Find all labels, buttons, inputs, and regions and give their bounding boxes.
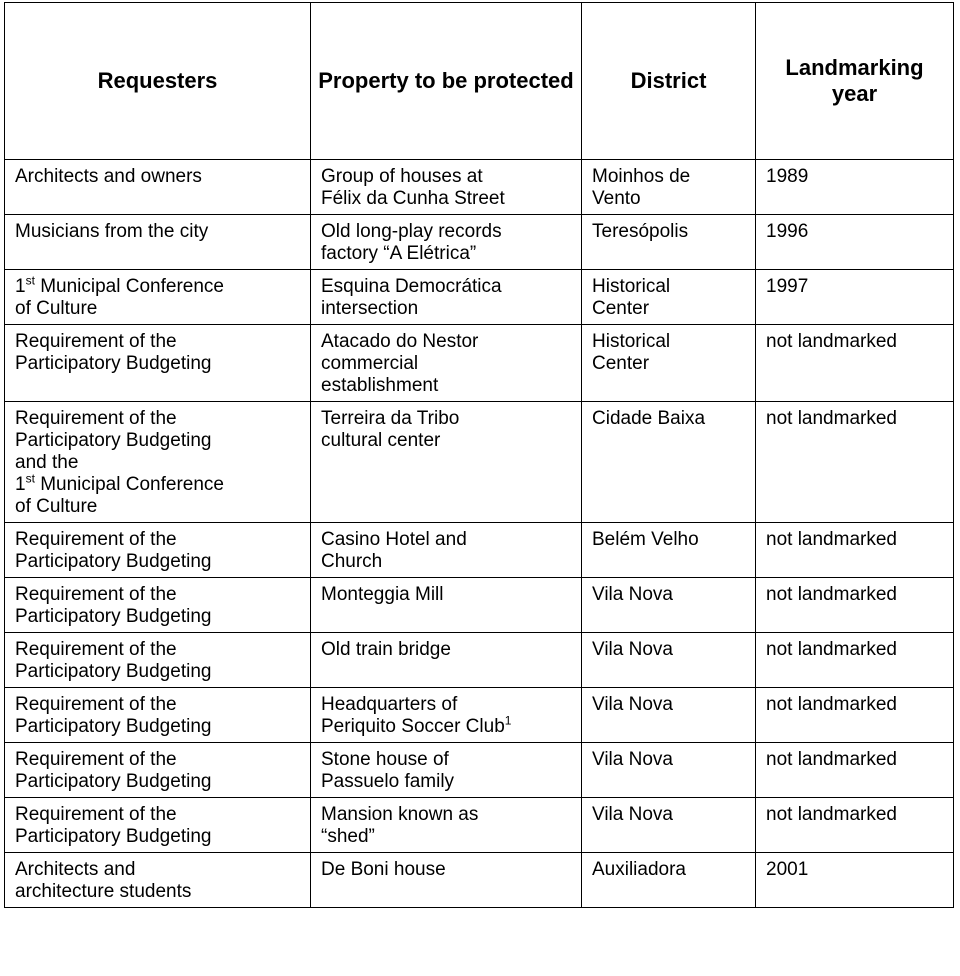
year-cell [756, 270, 954, 325]
cell-line: Participatory Budgeting [15, 661, 212, 682]
cell-line: De Boni house [321, 859, 446, 880]
cell-line: not landmarked [766, 331, 897, 352]
cell-line: not landmarked [766, 694, 897, 715]
superscript: st [25, 471, 35, 486]
requesters-cell [5, 160, 311, 215]
table-row [5, 160, 954, 215]
cell-line: 2001 [766, 859, 809, 880]
property-cell [311, 523, 582, 578]
property-cell [311, 325, 582, 402]
cell-text: Headquarters of [321, 694, 458, 715]
cell-line: Requirement of the [15, 694, 177, 715]
cell-line: Casino Hotel and [321, 529, 467, 550]
year-cell [756, 160, 954, 215]
cell-line: Requirement of the [15, 804, 177, 825]
cell-line: Vento [592, 188, 641, 209]
district-cell [582, 633, 756, 688]
cell-line: Musicians from the city [15, 221, 209, 242]
cell-line: Moinhos de [592, 166, 691, 187]
cell-line: 1997 [766, 276, 809, 297]
cell-line: 1996 [766, 221, 809, 242]
cell-line: Vila Nova [592, 749, 673, 770]
property-cell [311, 578, 582, 633]
landmarking-table [4, 2, 954, 908]
year-cell [756, 633, 954, 688]
cell-line: Vila Nova [592, 584, 673, 605]
year-cell [756, 688, 954, 743]
cell-text: of Culture [15, 496, 98, 517]
cell-line: not landmarked [766, 804, 897, 825]
header-row [5, 3, 954, 160]
table-row [5, 798, 954, 853]
requesters-cell [5, 270, 311, 325]
header-landmarking-year: Landmarking year [756, 3, 954, 160]
district-cell [582, 402, 756, 523]
property-cell [311, 633, 582, 688]
requesters-cell [5, 215, 311, 270]
property-cell [311, 270, 582, 325]
table-row [5, 688, 954, 743]
cell-line: architecture students [15, 881, 192, 902]
cell-line: Requirement of the [15, 749, 177, 770]
cell-line [15, 430, 300, 452]
table-row [5, 853, 954, 908]
cell-line: Architects and owners [15, 166, 202, 187]
cell-line: Vila Nova [592, 694, 673, 715]
cell-line: Vila Nova [592, 804, 673, 825]
requesters-cell [5, 798, 311, 853]
year-cell [756, 798, 954, 853]
cell-line: cultural center [321, 430, 441, 451]
cell-text: 1 [15, 276, 26, 297]
cell-line: Old long-play records [321, 221, 502, 242]
property-cell [311, 215, 582, 270]
cell-line: Monteggia Mill [321, 584, 444, 605]
cell-line: Group of houses at [321, 166, 483, 187]
requesters-cell [5, 743, 311, 798]
cell-line: not landmarked [766, 408, 897, 429]
cell-line [15, 496, 300, 518]
cell-line: Historical [592, 331, 671, 352]
cell-line: commercial [321, 353, 419, 374]
cell-line: Auxiliadora [592, 859, 686, 880]
cell-line: not landmarked [766, 584, 897, 605]
cell-line [15, 408, 300, 430]
cell-line: 1989 [766, 166, 809, 187]
cell-line: not landmarked [766, 529, 897, 550]
cell-line: Participatory Budgeting [15, 551, 212, 572]
district-cell [582, 325, 756, 402]
year-cell [756, 402, 954, 523]
cell-line: intersection [321, 298, 419, 319]
cell-line [15, 298, 300, 320]
table-row [5, 523, 954, 578]
cell-line: Requirement of the [15, 584, 177, 605]
cell-line [321, 694, 571, 716]
cell-line [15, 273, 300, 298]
requesters-cell [5, 402, 311, 523]
cell-line: Stone house of [321, 749, 449, 770]
cell-line: Requirement of the [15, 529, 177, 550]
district-cell [582, 578, 756, 633]
cell-line: Historical [592, 276, 671, 297]
cell-line: Belém Velho [592, 529, 699, 550]
cell-line: Center [592, 353, 650, 374]
cell-text: Requirement of the [15, 408, 177, 429]
year-cell [756, 325, 954, 402]
table-row [5, 402, 954, 523]
cell-line: Atacado do Nestor [321, 331, 479, 352]
cell-line [321, 713, 571, 738]
cell-line: Requirement of the [15, 331, 177, 352]
table-row [5, 633, 954, 688]
cell-line: Center [592, 298, 650, 319]
cell-line: Participatory Budgeting [15, 353, 212, 374]
cell-line: Félix da Cunha Street [321, 188, 505, 209]
property-cell [311, 402, 582, 523]
cell-text: Participatory Budgeting [15, 430, 212, 451]
property-cell [311, 798, 582, 853]
cell-text: and the [15, 452, 79, 473]
requesters-cell [5, 578, 311, 633]
table-row [5, 215, 954, 270]
cell-line: Teresópolis [592, 221, 689, 242]
cell-line: factory “A Elétrica” [321, 243, 477, 264]
cell-line: Terreira da Tribo [321, 408, 460, 429]
district-cell [582, 160, 756, 215]
cell-line: Participatory Budgeting [15, 716, 212, 737]
district-cell [582, 853, 756, 908]
district-cell [582, 688, 756, 743]
cell-line: Mansion known as [321, 804, 479, 825]
cell-text: Municipal Conference [34, 474, 224, 495]
year-cell [756, 523, 954, 578]
requesters-cell [5, 325, 311, 402]
table-body [5, 160, 954, 908]
property-cell [311, 160, 582, 215]
district-cell [582, 798, 756, 853]
year-cell [756, 743, 954, 798]
requesters-cell [5, 523, 311, 578]
header-district: District [582, 3, 756, 160]
superscript: 1 [504, 713, 512, 728]
district-cell [582, 270, 756, 325]
year-cell [756, 578, 954, 633]
district-cell [582, 523, 756, 578]
property-cell [311, 853, 582, 908]
header-requesters: Requesters [5, 3, 311, 160]
cell-line: Participatory Budgeting [15, 606, 212, 627]
cell-text: Periquito Soccer Club [321, 716, 505, 737]
cell-line: Passuelo family [321, 771, 455, 792]
district-cell [582, 215, 756, 270]
district-cell [582, 743, 756, 798]
cell-line: Participatory Budgeting [15, 771, 212, 792]
cell-text: Municipal Conference [34, 276, 224, 297]
cell-line: Old train bridge [321, 639, 451, 660]
property-cell [311, 688, 582, 743]
superscript: st [25, 273, 35, 288]
cell-line: Requirement of the [15, 639, 177, 660]
cell-line [15, 452, 300, 474]
year-cell [756, 853, 954, 908]
header-property: Property to be protected [311, 3, 582, 160]
table-row [5, 743, 954, 798]
table-row [5, 578, 954, 633]
property-cell [311, 743, 582, 798]
cell-line: establishment [321, 375, 439, 396]
table-row [5, 325, 954, 402]
cell-line: Vila Nova [592, 639, 673, 660]
cell-line: Participatory Budgeting [15, 826, 212, 847]
cell-line: Church [321, 551, 383, 572]
cell-line: not landmarked [766, 639, 897, 660]
requesters-cell [5, 688, 311, 743]
cell-line: Architects and [15, 859, 136, 880]
year-cell [756, 215, 954, 270]
cell-line: Esquina Democrática [321, 276, 502, 297]
table-row [5, 270, 954, 325]
requesters-cell [5, 633, 311, 688]
requesters-cell [5, 853, 311, 908]
cell-text: of Culture [15, 298, 98, 319]
cell-line [15, 471, 300, 496]
cell-line: “shed” [321, 826, 375, 847]
cell-line: Cidade Baixa [592, 408, 706, 429]
cell-text: 1 [15, 474, 26, 495]
cell-line: not landmarked [766, 749, 897, 770]
